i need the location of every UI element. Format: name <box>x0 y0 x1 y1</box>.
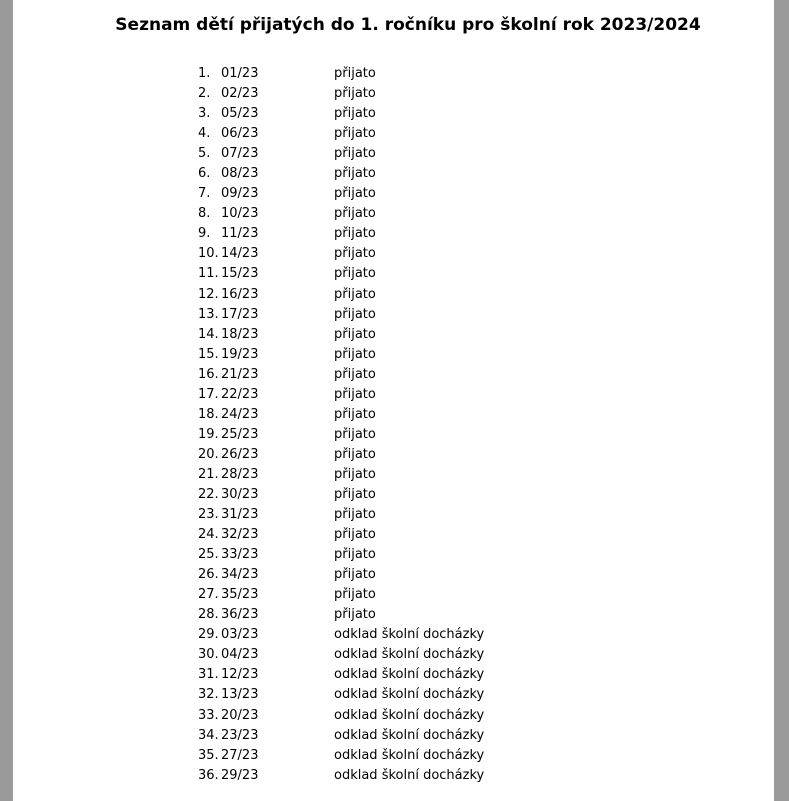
admission-status: odklad školní docházky <box>334 707 485 723</box>
registration-code: 17/23 <box>221 306 259 322</box>
admission-status: odklad školní docházky <box>334 727 485 743</box>
registration-code: 13/23 <box>221 687 259 703</box>
registration-code: 36/23 <box>221 607 259 623</box>
row-number: 26. <box>198 567 219 583</box>
registration-code: 26/23 <box>221 446 259 462</box>
row-number: 27. <box>198 587 219 603</box>
registration-code: 15/23 <box>221 266 259 282</box>
admission-status: přijato <box>334 266 376 282</box>
registration-code: 19/23 <box>221 346 259 362</box>
row-number: 7. <box>198 186 211 202</box>
row-number: 4. <box>198 126 211 142</box>
row-number: 22. <box>198 486 219 502</box>
registration-code: 16/23 <box>221 286 259 302</box>
admission-status: odklad školní docházky <box>334 647 485 663</box>
registration-code: 06/23 <box>221 126 259 142</box>
registration-code: 31/23 <box>221 507 259 523</box>
row-number: 30. <box>198 647 219 663</box>
admission-status: přijato <box>334 66 376 81</box>
admission-status: přijato <box>334 406 376 422</box>
row-number: 29. <box>198 627 219 643</box>
row-number: 14. <box>198 326 219 342</box>
row-number: 18. <box>198 406 219 422</box>
admission-status: odklad školní docházky <box>334 627 485 643</box>
row-number: 19. <box>198 426 219 442</box>
admission-status: přijato <box>334 426 376 442</box>
admission-status: přijato <box>334 166 376 182</box>
admission-status: přijato <box>334 446 376 462</box>
row-number: 13. <box>198 306 219 322</box>
row-number: 24. <box>198 527 219 543</box>
row-number: 33. <box>198 707 219 723</box>
row-number: 35. <box>198 747 219 763</box>
registration-code: 01/23 <box>221 66 259 81</box>
registration-code: 22/23 <box>221 386 259 402</box>
row-number: 1. <box>198 66 211 81</box>
registration-code: 29/23 <box>221 767 259 783</box>
row-number: 32. <box>198 687 219 703</box>
admission-status: přijato <box>334 346 376 362</box>
registration-code: 20/23 <box>221 707 259 723</box>
admission-status: odklad školní docházky <box>334 687 485 703</box>
registration-code: 23/23 <box>221 727 259 743</box>
registration-code: 12/23 <box>221 667 259 683</box>
row-number: 28. <box>198 607 219 623</box>
admission-status: přijato <box>334 146 376 162</box>
admission-status: přijato <box>334 86 376 102</box>
row-number: 3. <box>198 106 211 122</box>
registration-code: 27/23 <box>221 747 259 763</box>
row-number: 12. <box>198 286 219 302</box>
admission-status: přijato <box>334 527 376 543</box>
row-number: 9. <box>198 226 211 242</box>
row-number: 31. <box>198 667 219 683</box>
registration-code: 09/23 <box>221 186 259 202</box>
admission-status: přijato <box>334 547 376 563</box>
row-number: 16. <box>198 366 219 382</box>
registration-code: 02/23 <box>221 86 259 102</box>
registration-code: 05/23 <box>221 106 259 122</box>
registration-code: 30/23 <box>221 486 259 502</box>
admission-status: přijato <box>334 486 376 502</box>
registration-code: 35/23 <box>221 587 259 603</box>
row-number: 10. <box>198 246 219 262</box>
registration-code: 33/23 <box>221 547 259 563</box>
row-number: 34. <box>198 727 219 743</box>
admission-status: přijato <box>334 466 376 482</box>
admission-status: odklad školní docházky <box>334 667 485 683</box>
admission-status: přijato <box>334 226 376 242</box>
admission-status: přijato <box>334 587 376 603</box>
row-number: 20. <box>198 446 219 462</box>
registration-code: 21/23 <box>221 366 259 382</box>
registration-code: 03/23 <box>221 627 259 643</box>
registration-code: 14/23 <box>221 246 259 262</box>
admission-status: přijato <box>334 126 376 142</box>
registration-code: 34/23 <box>221 567 259 583</box>
registration-code: 28/23 <box>221 466 259 482</box>
admission-status: odklad školní docházky <box>334 767 485 783</box>
row-number: 11. <box>198 266 219 282</box>
admission-status: přijato <box>334 507 376 523</box>
registration-code: 24/23 <box>221 406 259 422</box>
admission-status: přijato <box>334 366 376 382</box>
admission-status: přijato <box>334 186 376 202</box>
row-number: 36. <box>198 767 219 783</box>
registration-code: 18/23 <box>221 326 259 342</box>
admission-status: přijato <box>334 106 376 122</box>
row-number: 5. <box>198 146 211 162</box>
admission-status: přijato <box>334 286 376 302</box>
row-number: 15. <box>198 346 219 362</box>
admission-status: přijato <box>334 246 376 262</box>
document-page <box>13 0 774 801</box>
registration-code: 10/23 <box>221 206 259 222</box>
row-number: 21. <box>198 466 219 482</box>
registration-code: 07/23 <box>221 146 259 162</box>
admission-status: přijato <box>334 206 376 222</box>
registration-code: 08/23 <box>221 166 259 182</box>
registration-code: 11/23 <box>221 226 259 242</box>
row-number: 23. <box>198 507 219 523</box>
admission-status: odklad školní docházky <box>334 747 485 763</box>
admission-status: přijato <box>334 306 376 322</box>
row-number: 8. <box>198 206 211 222</box>
admission-status: přijato <box>334 326 376 342</box>
registration-code: 25/23 <box>221 426 259 442</box>
admission-status: přijato <box>334 607 376 623</box>
page-title: Seznam dětí přijatých do 1. ročníku pro školní rok 2023/2024 <box>115 15 701 35</box>
row-number: 6. <box>198 166 211 182</box>
admission-status: přijato <box>334 386 376 402</box>
registration-code: 04/23 <box>221 647 259 663</box>
row-number: 2. <box>198 86 211 102</box>
admission-status: přijato <box>334 567 376 583</box>
row-number: 25. <box>198 547 219 563</box>
row-number: 17. <box>198 386 219 402</box>
registration-code: 32/23 <box>221 527 259 543</box>
